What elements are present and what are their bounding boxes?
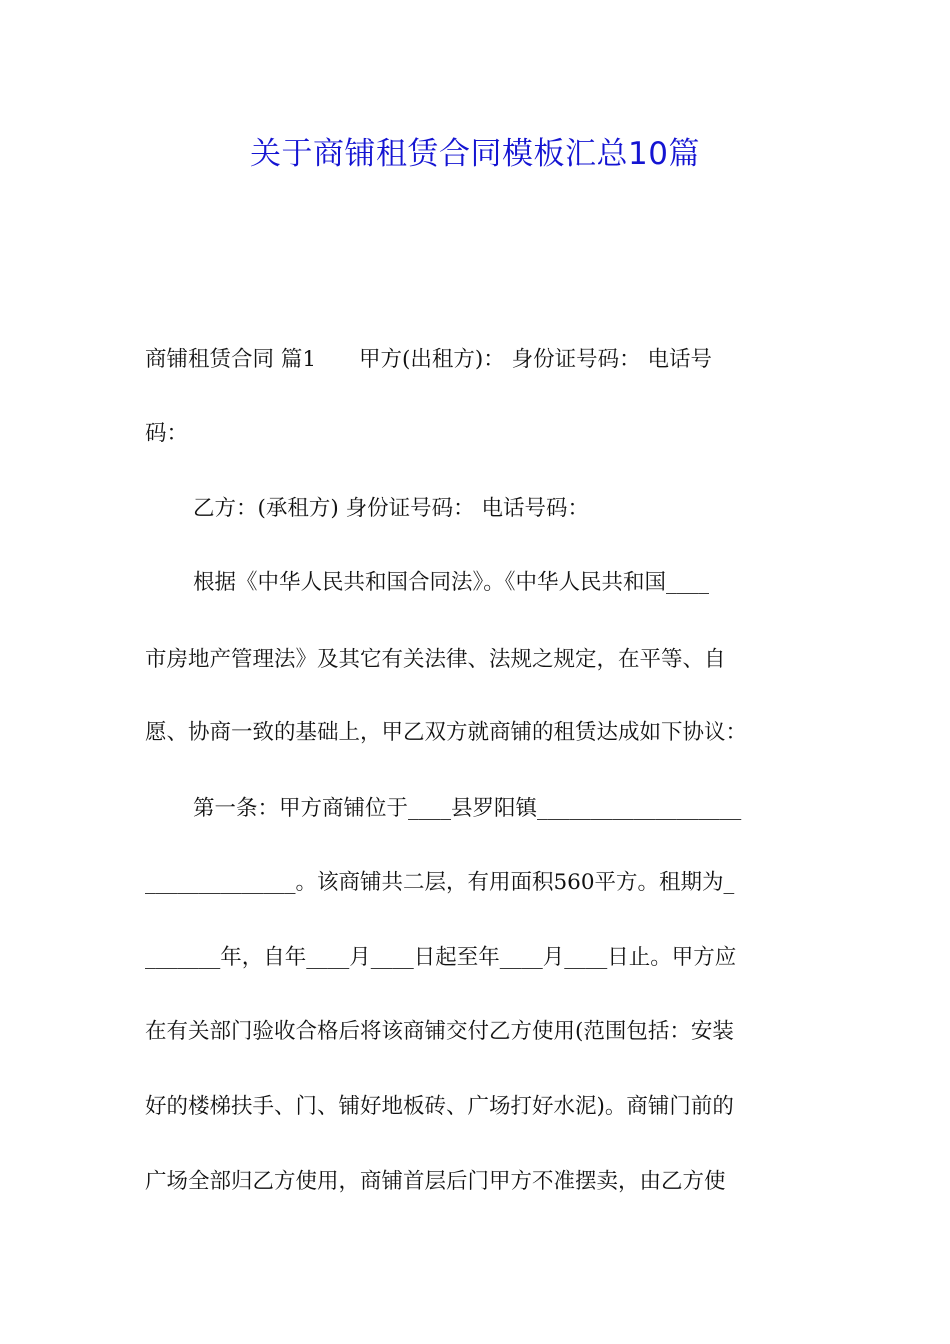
body-line: 愿、协商一致的基础上，甲乙双方就商铺的租赁达成如下协议： [145, 720, 748, 745]
body-line: 好的楼梯扶手、门、铺好地板砖、广场打好水泥)。商铺门前的 [145, 1094, 734, 1119]
body-line: 广场全部归乙方使用，商铺首层后门甲方不准摆卖，由乙方使 [145, 1169, 726, 1194]
document-title: 关于商铺租赁合同模板汇总10篇 [250, 136, 700, 172]
body-line: 码： [145, 421, 189, 446]
body-line: 乙方：(承租方) 身份证号码： 电话号码： [193, 496, 589, 521]
body-line: 商铺租赁合同 篇1 甲方(出租方)： 身份证号码： 电话号 [145, 347, 712, 372]
body-line: 第一条：甲方商铺位于____县罗阳镇___________________ [193, 796, 742, 821]
body-line: 根据《中华人民共和国合同法》。《中华人民共和国____ [193, 570, 710, 595]
body-line: ______________。该商铺共二层，有用面积560平方。租期为_ [145, 870, 735, 895]
body-line: _______年，自年____月____日起至年____月____日止。甲方应 [145, 945, 737, 970]
body-line: 市房地产管理法》及其它有关法律、法规之规定，在平等、自 [145, 647, 726, 672]
body-line: 在有关部门验收合格后将该商铺交付乙方使用(范围包括：安装 [145, 1019, 734, 1044]
